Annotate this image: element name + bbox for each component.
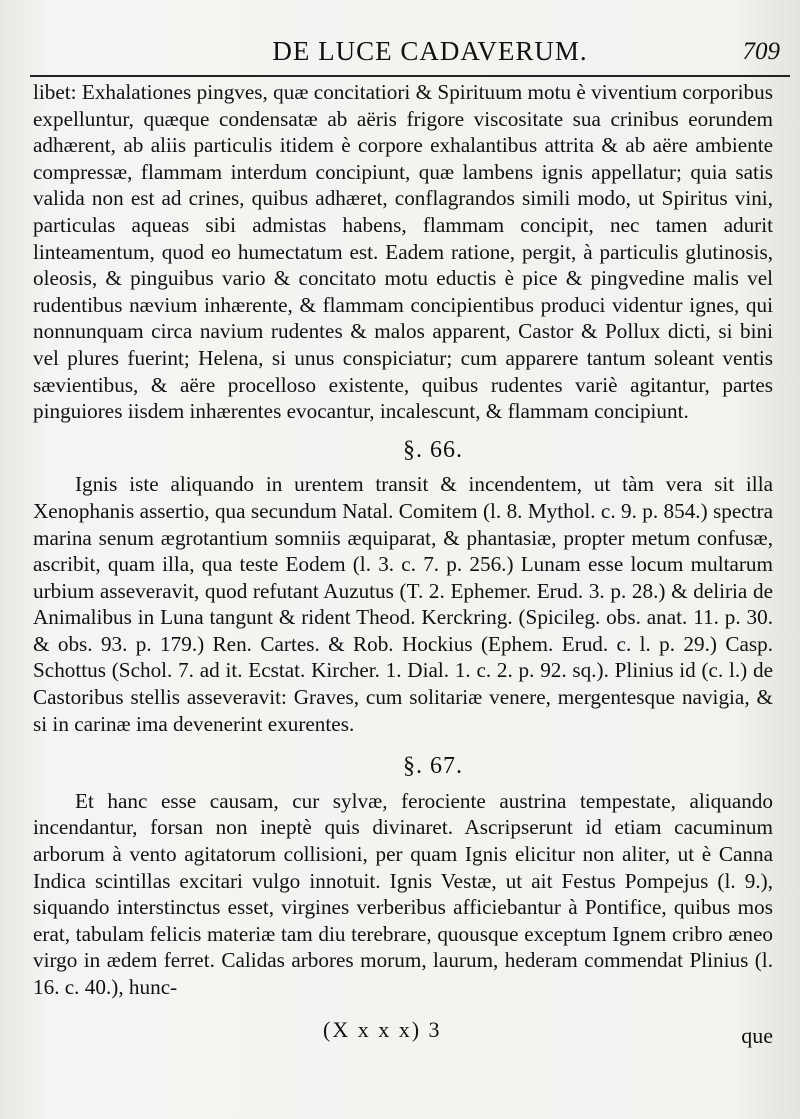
paragraph-66: Ignis iste aliquando in urentem transit & incendentem, ut tàm vera sit illa Xenophanis assertio, qua secundum Natal. Comitem (l. 8. Mythol. c. 9. p. 854.) spectra marina senum ægrotantium somniis æquiparat, & phantasiæ, propter metum confusæ, ascribit, quam illa, qua teste Eodem (l. 3. c. 7. p. 256.) Lunam esse locum multarum urbium asseveravit, quod refutant Auzutus (T. 2. Ephemer. Erud. 3. p. 28.) & deliria de Animalibus in Luna tangunt & rident Theod. Kerckring. (Spicileg. obs. anat. 11. p. 30. & obs. 93. p. 179.) Ren. Cartes. & Rob. Hockius (Ephem. Erud. c. l. p. 29.) Casp. Schottus (Schol. 7. ad it. Ecstat. Kircher. 1. Dial. 1. c. 2. p. 92. sq.). Plinius id (c. l.) de Castoribus stellis asseveravit: Graves, cum solitariæ venere, mergentesque navigia, & si in carinæ ima devenerint exurentes. <box>33 472 773 736</box>
section-heading-67: §. 67. <box>403 753 463 780</box>
page-number: 709 <box>742 38 780 65</box>
catchword: que <box>741 1023 773 1048</box>
paragraph-67: Et hanc esse causam, cur sylvæ, ferociente austrina tempestate, aliquando incendantur, forsan non ineptè quis divinaret. Ascripserunt id etiam cacuminum arborum à vento agitatorum collisioni, per quam Ignis elicitur non aliter, ut è Canna Indica scintillas excitari vulgo innotuit. Ignis Vestæ, ut ait Festus Pompejus (l. 9.), siquando interstinctus esset, virgines verberibus afficiebantur à Pontifice, quibus mos erat, tabulam felicis materiæ tam diu terebrare, quousque exceptum Ignem cribro æneo virgo in ædem ferret. Calidas arbores morum, laurum, hederam commendat Plinius (l. 16. c. 40.), hunc- <box>33 788 773 999</box>
header-rule <box>30 75 790 77</box>
page-footer <box>33 1017 773 1047</box>
section-heading-66: §. 66. <box>403 436 463 463</box>
running-head <box>30 30 790 70</box>
body-text <box>33 79 773 1001</box>
running-title: DE LUCE CADAVERUM. <box>272 36 588 66</box>
signature-mark: (X x x x) 3 <box>323 1017 442 1042</box>
paragraph-continued: libet: Exhalationes pingves, quæ concitatiori & Spirituum motu è viventium corporibus expelluntur, quæque condensatæ ab aëris frigore viscositate sua crinibus eorundem adhærent, ab aliis particulis itidem è corpore exhalantibus attrita & ab aëre ambiente compressæ, flammam interdum concipiunt, quæ lambens ignis appellatur; quia satis valida non est ad crines, quibus adhæret, conflagrandos simili modo, ut Spiritus vini, particulas aqueas sibi admistas habens, flammam concipit, nec tamen adurit linteamentum, quod eo humectatum est. Eadem ratione, pergit, à particulis glutinosis, oleosis, & pinguibus vario & concitato motu eductis è pice & pingvedine malis vel rudentibus nævium inhærente, & flammam concipientibus produci videntur ignes, qui nonnunquam circa navium rudentes & malos apparent, Castor & Pollux dicti, si bini vel plures fuerint; Helena, si unus conspiciatur; cum apparere tantum soleant ventis sævientibus, & aëre procelloso existente, quibus rudentes variè agitantur, partes pinguiores iisdem inhærentes evocantur, incalescunt, & flammam concipiunt. <box>33 80 773 424</box>
